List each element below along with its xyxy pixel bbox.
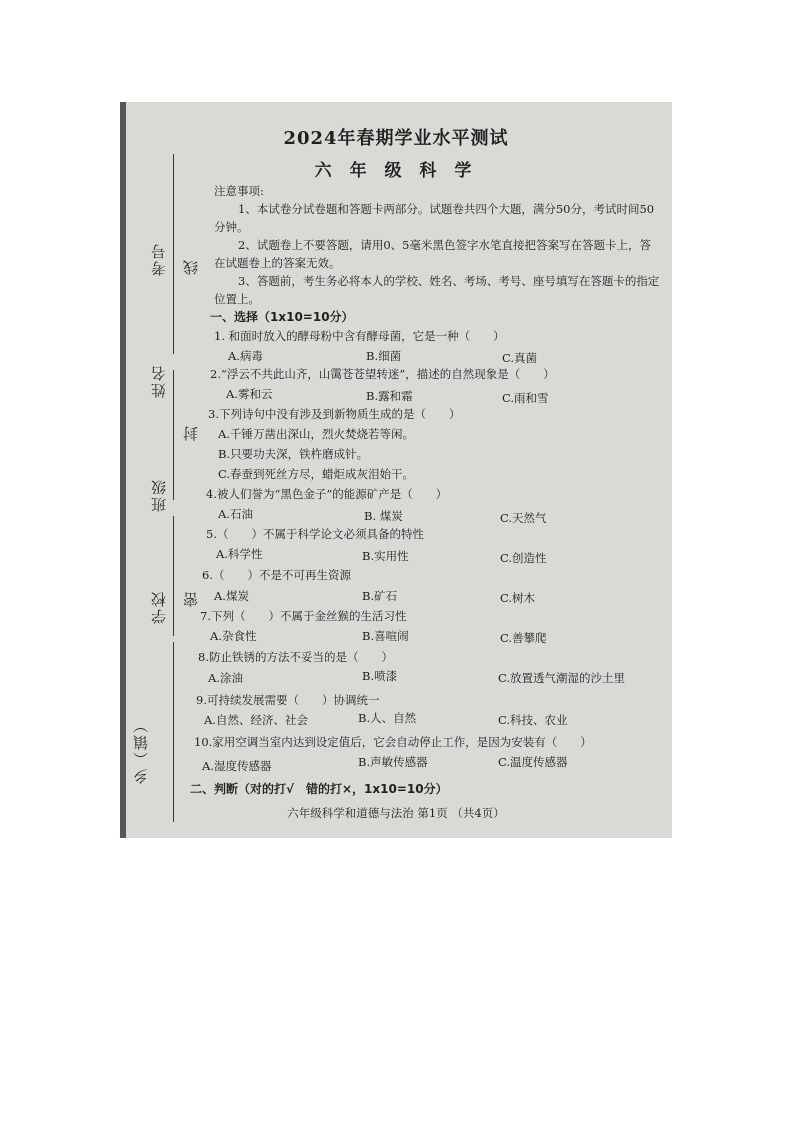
seal-line-mark: 线 bbox=[182, 258, 200, 275]
q4-option-a: A.石油 bbox=[218, 507, 253, 521]
q1-option-b: B.细菌 bbox=[366, 349, 402, 363]
class-label: 班级 bbox=[150, 478, 168, 512]
notice-item: 3、答题前，考生务必将本人的学校、姓名、考场、考号、座号填写在答题卡的指定位置上。 bbox=[214, 274, 660, 306]
question-7: 7.下列（ ）不属于金丝猴的生活习性 bbox=[200, 609, 407, 623]
q10-option-b: B.声敏传感器 bbox=[358, 755, 428, 769]
seal-secret-mark: 密 bbox=[182, 590, 200, 607]
q6-option-a: A.煤炭 bbox=[214, 589, 249, 603]
section2-heading: 二、判断（对的打√ 错的打×，1x10=10分） bbox=[190, 782, 448, 796]
q4-option-c: C.天然气 bbox=[500, 511, 547, 525]
exam-photo bbox=[120, 102, 672, 838]
question-9: 9.可持续发展需要（ ）协调统一 bbox=[196, 693, 380, 707]
notice-heading: 注意事项: bbox=[214, 184, 264, 198]
q2-option-b: B.露和霜 bbox=[366, 389, 413, 403]
school-label: 学校 bbox=[150, 590, 168, 624]
question-3: 3.下列诗句中没有涉及到新物质生成的是（ ） bbox=[208, 407, 461, 421]
q10-option-c: C.温度传感器 bbox=[498, 755, 568, 769]
q5-option-a: A.科学性 bbox=[216, 547, 263, 561]
notice-block bbox=[214, 182, 662, 308]
question-6: 6.（ ）不是不可再生资源 bbox=[202, 568, 351, 582]
name-label: 姓名 bbox=[150, 364, 168, 398]
q7-option-b: B.喜喧闹 bbox=[362, 629, 409, 643]
q4-option-b: B. 煤炭 bbox=[364, 509, 403, 523]
q8-option-a: A.涂油 bbox=[208, 671, 243, 685]
question-1: 1. 和面时放入的酵母粉中含有酵母菌，它是一种（ ） bbox=[214, 329, 505, 343]
q3-option-c: C.春蚕到死丝方尽，蜡炬成灰泪始干。 bbox=[218, 467, 415, 481]
q7-option-a: A.杂食性 bbox=[210, 629, 257, 643]
exam-title: 2024年春期学业水平测试 bbox=[283, 128, 509, 149]
question-8: 8.防止铁锈的方法不妥当的是（ ） bbox=[198, 650, 393, 664]
q8-option-c: C.放置透气潮湿的沙土里 bbox=[498, 671, 626, 685]
q6-option-c: C.树木 bbox=[500, 591, 536, 605]
q1-option-a: A.病毒 bbox=[228, 349, 263, 363]
page-footer: 六年级科学和道德与法治 第1页 （共4页） bbox=[287, 806, 505, 820]
q3-option-a: A.千锤万凿出深山，烈火焚烧若等闲。 bbox=[218, 427, 414, 441]
notice-item: 1、本试卷分试卷题和答题卡两部分。试题卷共四个大题，满分50分，考试时间50分钟。 bbox=[214, 202, 655, 234]
question-10: 10.家用空调当室内达到设定值后，它会自动停止工作，是因为安装有（ ） bbox=[194, 735, 592, 749]
q5-option-c: C.创造性 bbox=[500, 551, 547, 565]
q6-option-b: B.矿石 bbox=[362, 589, 398, 603]
binding-line bbox=[173, 370, 174, 500]
binding-line bbox=[173, 516, 174, 636]
q9-option-c: C.科技、农业 bbox=[498, 713, 568, 727]
exam-subtitle: 六 年 级 科 学 bbox=[314, 161, 478, 181]
q3-option-b: B.只要功夫深，铁杵磨成针。 bbox=[218, 447, 369, 461]
town-label: 乡（镇） bbox=[132, 716, 150, 784]
q8-option-b: B.喷漆 bbox=[362, 669, 398, 683]
q5-option-b: B.实用性 bbox=[362, 549, 409, 563]
seal-seal-mark: 封 bbox=[182, 424, 200, 441]
exam-no-label: 考号 bbox=[150, 242, 168, 276]
binding-line bbox=[173, 154, 174, 354]
notice-item: 2、试题卷上不要答题，请用0、5毫米黑色签字水笔直接把答案写在答题卡上，答在试题卷上的答案无效。 bbox=[214, 238, 651, 270]
question-4: 4.被人们誉为“黑色金子”的能源矿产是（ ） bbox=[206, 487, 448, 501]
q2-option-c: C.雨和雪 bbox=[502, 391, 549, 405]
binding-margin bbox=[126, 102, 204, 838]
section1-heading: 一、选择（1x10=10分） bbox=[210, 310, 354, 324]
q7-option-c: C.善攀爬 bbox=[500, 631, 547, 645]
q1-option-c: C.真菌 bbox=[502, 351, 538, 365]
question-2: 2.“浮云不共此山齐，山霭苍苍望转迷”，描述的自然现象是（ ） bbox=[210, 367, 555, 381]
binding-line bbox=[173, 642, 174, 822]
q9-option-b: B.人、自然 bbox=[358, 711, 417, 725]
q9-option-a: A.自然、经济、社会 bbox=[204, 713, 308, 727]
question-5: 5.（ ）不属于科学论文必须具备的特性 bbox=[206, 527, 424, 541]
q10-option-a: A.湿度传感器 bbox=[202, 759, 272, 773]
q2-option-a: A.雾和云 bbox=[226, 387, 273, 401]
